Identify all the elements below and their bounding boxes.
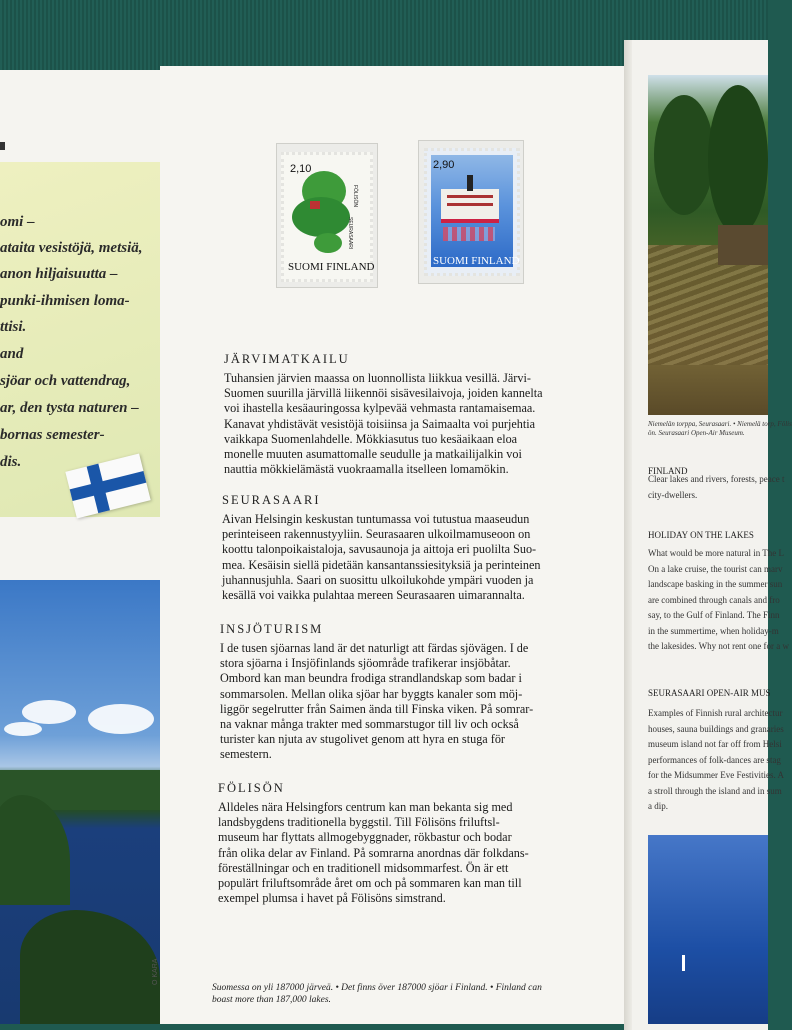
stamp-value: 2,10 <box>290 163 312 175</box>
article-body: Tuhansien järvien maassa on luonnollista liikkua vesillä. Järvi- Suomen suurilla järvillä liikennöi sisävesilaivoja, joiden kannelta voi ihastella kesäauringossa kylpevää vehmasta rantamaisemaa. Kanavat yhdistävät vesistöjä toisiinsa ja Saimaalta voi purjehtia vaikkapa Suomenlahdelle. Mökkiasutus tuo kesäaikaan eloa monelle muuten asumattomalle seudulle ja matkailijalkin voi nauttia mökkielämästä vuokraamalla itselleen lomamökin. <box>224 371 543 477</box>
article-insjoturism <box>220 622 533 763</box>
stamp-side-text: SEURASAARI <box>347 217 353 250</box>
article-heading: SEURASAARI <box>222 493 321 507</box>
stamp-lake-steamer <box>424 148 520 276</box>
article-body: Alldeles nära Helsingfors centrum kan man bekanta sig med landsbygdens traditionella byggstil. Till Fölisöns friluftsl- museum har flyttats allmogebyggnader, rökbastur och bodar från olika delar av Finland. På somrarna anordnas där folkdans- föreställningar och en traditionell midsommarfest. Ön är ett populärt friluftsområde året om och på sommaren kan man till exempel plumsa i havet på Fölisöns simstrand. <box>218 800 529 906</box>
article-heading: FÖLISÖN <box>218 781 285 795</box>
dash-mark <box>0 142 5 150</box>
stamp-seurasaari <box>281 152 373 282</box>
article-heading: INSJÖTURISM <box>220 622 324 636</box>
stamp-side-text: FÖLISÖN <box>352 185 358 207</box>
article-heading: JÄRVIMATKAILU <box>224 352 350 366</box>
sea-photo <box>648 835 768 1024</box>
left-text-line: anon hiljaisuutta – <box>0 266 118 282</box>
right-heading: HOLIDAY ON THE LAKES <box>648 530 754 540</box>
left-text-line: sjöar och vattendrag, <box>0 373 131 389</box>
left-page-margin <box>0 70 162 162</box>
stamp-country: SUOMI FINLAND <box>288 261 375 273</box>
left-text-line: punki-ihmisen loma- <box>0 293 130 309</box>
article-folison <box>218 781 529 906</box>
right-text: What would be more natural in The L On a lake cruise, the tourist can marv landscape basking in the summer sun are combined through canals and fro say, to the Gulf of Finland. The Finn in the summertime, when holiday-m the lakesides. Why not rent one for a w <box>648 548 790 651</box>
article-seurasaari <box>222 493 540 603</box>
left-text-line: dis. <box>0 454 22 470</box>
stamp-country: SUOMI FINLAND <box>433 255 520 267</box>
left-page-margin <box>0 517 162 580</box>
footnote: Suomessa on yli 187000 järveä. • Det finns över 187000 sjöar i Finland. • Finland can boast more than 187,000 lakes. <box>212 983 542 1005</box>
left-text-line: omi – <box>0 214 35 230</box>
right-heading: SEURASAARI OPEN-AIR MUS <box>648 688 771 698</box>
lake-landscape-photo <box>0 580 162 1024</box>
right-text: Clear lakes and rivers, forests, peace t city-dwellers. <box>648 474 785 500</box>
open-air-museum-photo <box>648 75 768 415</box>
right-text: Examples of Finnish rural architectur houses, sauna buildings and granaries museum island not far off from Helsi performances of folk-dances are stag for the Midsummer Eve Festivities. A a stroll through the island and in sum a dip. <box>648 708 784 811</box>
stamp-value: 2,90 <box>433 159 455 171</box>
photo-caption: Niemelän torppa, Seurasaari. • Niemelä torp, Fölis ön. Seurasaari Open-Air Museum. <box>648 420 792 437</box>
left-text-line: ar, den tysta naturen – <box>0 400 139 416</box>
article-body: I de tusen sjöarnas land är det naturligt att färdas sjövägen. I de stora sjöarna i Insjöfinlands sjöområde trafikerar insjöbåtar. Ombord kan man beundra frodiga strandlandskap som badar i sommarsolen. Mellan olika sjöar har byggts kanaler som möj- liggör segelrutter från Saimen ända till Finska viken. På somrar- na vaknar många trakter med sommarstugor till liv och också turister kan njuta av stugolivet genom att hyra en stuga för semestern. <box>220 641 534 762</box>
right-heading: FINLAND <box>648 466 688 476</box>
left-text-line: ataita vesistöjä, metsiä, <box>0 240 143 256</box>
left-text-line: bornas semester- <box>0 427 105 443</box>
photo-credit: O KARA <box>152 958 159 985</box>
left-text-line: and <box>0 346 24 362</box>
article-jarvimatkailu <box>224 352 543 477</box>
left-text-line: ttisi. <box>0 319 27 335</box>
article-body: Aivan Helsingin keskustan tuntumassa voi tutustua maaseudun perinteiseen rakennustyyliin. Seurasaaren ulkoilmamuseoon on koottu talonpoikaistaloja, savusaunoja ja aittoja eri puolilta Suo- mea. Kesäisin siellä pidetään kansantanssiesityksiä ja perinteinen juhannusjuhla. Saari on suosittu ulkoilukohde ympäri vuoden ja kesällä voi vaikka pulahtaa mereen Seurasaaren uimarannalta. <box>222 512 541 603</box>
